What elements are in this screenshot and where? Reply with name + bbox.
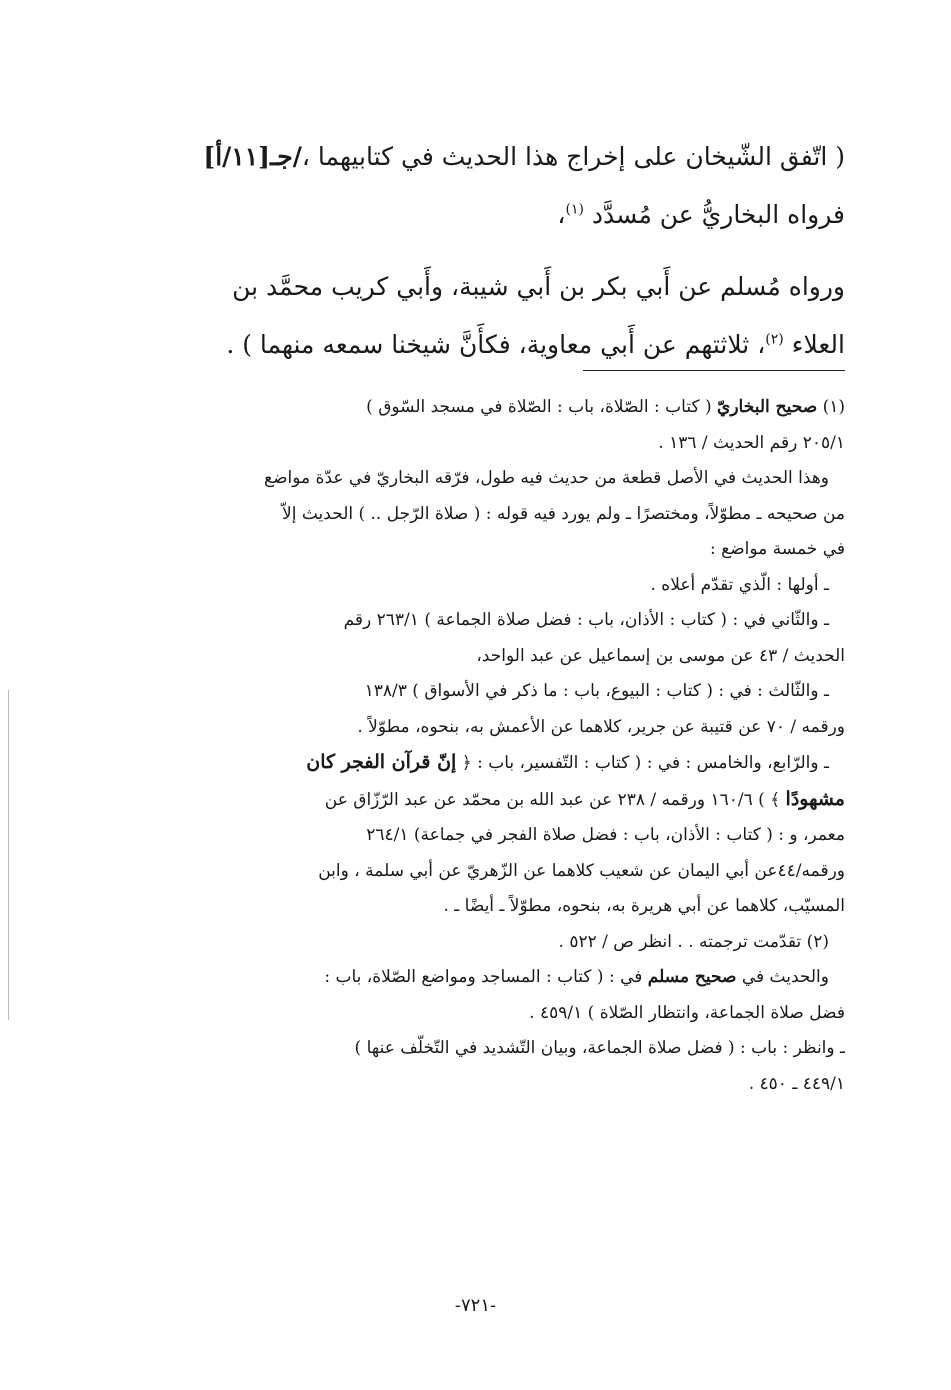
footnote-ref-1: (١) [565,201,584,218]
main-line-2: فرواه البخاريُّ عن مُسدَّد $^{(١)}$، [557,200,845,229]
footnote-line: ٤٤٩/١ ـ ٤٥٠ . [748,1073,845,1094]
main-line-4: العلاء $^{(٢)}$، ثلاثتهم عن أَبي معاوية، فكأَنَّ شيخنا سمعه منهما ) . [226,330,845,359]
footnote-line: ـ وانظر : باب : ( فضل صلاة الجماعة، وبيان التّشديد في التّخلّف عنها ) [354,1038,845,1058]
footnote-line: وهذا الحديث في الأصل قطعة من حديث فيه طول، فرّقه البخاريّ في عدّة مواضع [264,468,829,488]
footnotes [134,390,845,1102]
footnote-line: فضل صلاة الجماعة، وانتظار الصّلاة ) ٤٥٩/١ . [529,1002,845,1023]
footnote-line: مشهودًا ﴾ ) ١٦٠/٦ ورقمه / ٢٣٨ عن عبد الله بن محمّد عن عبد الرّزّاق عن [324,787,845,810]
footnote-line: المسيّب، كلاهما عن أبي هريرة به، بنحوه، مطوّلاً ـ أيضًا ـ . [443,896,845,916]
book-title: صحيح مسلم [647,967,737,987]
footnote-2-line: (٢) تقدّمت ترجمته . . انظر ص / ٥٢٢ . [558,931,829,952]
footnote-separator [583,370,845,371]
footnote-line: معمر، و : ( كتاب : الأذان، باب : فضل صلاة الفجر في جماعة) ٢٦٤/١ [366,825,845,845]
footnote-line: ورقمه/٤٤عن أبي اليمان عن شعيب كلاهما عن الزّهريّ عن أبي سلمة ، وابن [318,860,845,881]
quran-verse: مشهودًا [785,787,845,810]
footnote-line: والحديث في صحيح مسلم في : ( كتاب : المساجد ومواضع الصّلاة، باب : [324,967,829,987]
main-line-1: ( اتّفق الشّيخان على إخراج هذا الحديث في كتابيهما ،/جـ[١١/أ] [203,142,845,171]
quran-verse: إنّ قرآن الفجر كان [306,751,457,773]
footnote-line: في خمسة مواضع : [710,539,845,559]
footnote-line: ـ والرّابع، والخامس : في : ( كتاب : التّفسير، باب : ﴿ إنّ قرآن الفجر كان [306,751,829,773]
footnote-line: ـ أولها : الّذي تقدّم أعلاه . [650,574,829,595]
footnote-line: ـ والثّاني في : ( كتاب : الأذان، باب : فضل صلاة الجماعة ) ٢٦٣/١ رقم [343,610,829,630]
manuscript-folio-ref: /جـ[١١/أ] [203,142,302,171]
main-line-3: ورواه مُسلم عن أَبي بكر بن أَبي شيبة، وأَبي كريب محمَّد بن [232,272,845,301]
scan-edge-mark [8,690,9,1020]
footnote-ref-2: (٢) [765,331,784,348]
footnote-line: الحديث / ٤٣ عن موسى بن إسماعيل عن عبد الواحد، [476,645,845,666]
footnote-line: ورقمه / ٧٠ عن قتيبة عن جرير، كلاهما عن الأعمش به، بنحوه، مطوّلاً . [357,716,845,737]
page-number: -٧٢١- [454,1295,497,1316]
footnote-line: من صحيحه ـ مطوّلاً، ومختصرًا ـ ولم يورد فيه قوله : ( صلاة الرّجل .. ) الحديث إلاّ [282,503,845,524]
footnote-line: ـ والثّالث : في : ( كتاب : البيوع، باب : ما ذكر في الأسواق ) ١٣٨/٣ [364,681,829,701]
footnote-line: ٢٠٥/١ رقم الحديث / ١٣٦ . [658,432,845,453]
main-text [134,128,845,374]
book-title: صحيح البخاريّ [717,397,818,417]
footnote-1-line: (١) صحيح البخاريّ ( كتاب : الصّلاة، باب : الصّلاة في مسجد السّوق ) [366,397,845,417]
